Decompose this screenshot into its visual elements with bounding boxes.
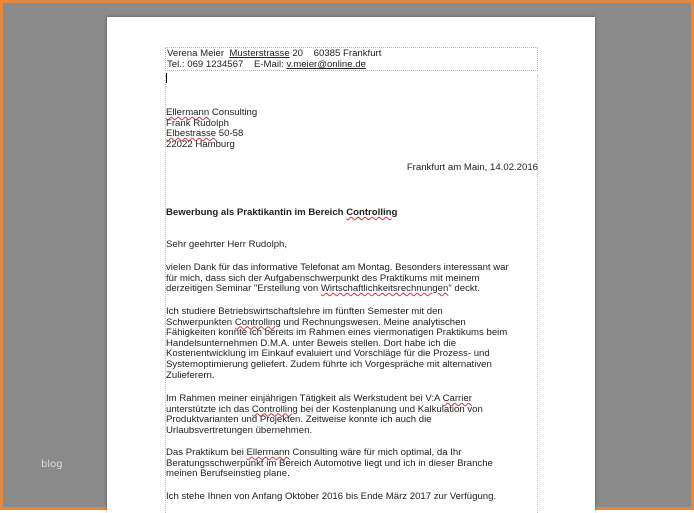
para3-line-2-c: bei der Kostenplanung und Kalkulation von [300,403,483,415]
para3-line-2-a: unterstützte ich das [166,403,250,415]
sender-email-link[interactable]: v.meier@online.de [286,59,366,70]
sender-street-number: 20 [292,48,303,59]
para2-line-2-a: Schwerpunkten [166,316,233,328]
para3-spellcheck-word-1: Carrier [442,393,472,404]
recipient-person: Frank Rudolph [166,117,229,129]
sender-line-2 [167,59,537,70]
para4-spellcheck-word: Ellermann [246,447,290,458]
para3-line-1-a: Im Rahmen meiner einjährigen Tätigkeit als Werkstudent bei V:A [166,393,440,404]
sender-tel: Tel.: 069 1234567 [167,59,244,70]
para4-line-1-c: Consulting wäre für mich optimal, da Ihr [292,447,462,458]
recipient-address [166,108,538,150]
text-cursor [166,73,167,83]
sender-line-1 [167,48,537,59]
watermark: blog [41,459,63,470]
para1-line-2: für mich, dass sich der Aufgabenschwerpunkt des Praktikums mit meinem [166,272,480,284]
para1-line-3 [166,284,538,295]
para2-line-3: Fähigkeiten konnte ich bereits im Rahmen eines viermonatigen Praktikums beim [166,327,508,339]
paragraph-3 [166,394,538,436]
sender-city: 60385 Frankfurt [313,48,382,59]
para1-line-3-c: " deckt. [448,283,480,295]
date-line: Frankfurt am Main, 14.02.2016 [406,162,538,173]
sender-name: Verena Meier [167,48,225,59]
sender-email-label: E-Mail: [253,59,284,70]
para1-line-1: vielen Dank für das informative Telefonat am Montag. Besonders interessant war [166,262,509,273]
para2-line-4: Handelsunternehmen D.M.A. unter Beweis stellen. Dort habe ich die [166,337,457,349]
para2-line-7: Zulieferern. [166,369,215,381]
subject-prefix: Bewerbung als Praktikantin im Bereich [166,207,344,218]
para2-line-1: Ich studiere Betriebswirtschaftslehre im fünften Semester mit den [166,306,443,317]
para2-line-6: Systemoptimierung geliefert. Zudem führte ich Vorgespräche mit alternativen [166,358,492,370]
subject-line [166,208,538,219]
para4-line-1 [166,448,538,459]
recipient-company-name: Ellermann [166,107,210,118]
document-page[interactable] [107,17,595,513]
para4-line-2: Beratungsschwerpunkt im Bereich Automotive liegt und ich in dieser Branche [166,457,493,469]
paragraph-4 [166,448,538,480]
recipient-company-suffix: Consulting [211,107,258,118]
subject-field: Controlling [346,207,398,218]
recipient-street-number: 50-58 [218,128,244,140]
para4-line-1-a: Das Praktikum bei [166,447,244,458]
salutation: Sehr geehrter Herr Rudolph, [166,239,288,250]
recipient-city: 22022 Hamburg [166,138,235,150]
para2-line-5: Kostenentwicklung im Einkauf evaluiert und Vorschläge für die Prozess- und [166,348,490,360]
para1-line-3-a: derzeitigen Seminar "Erstellung von [166,283,319,295]
para2-spellcheck-word: Controlling [234,316,281,328]
para3-line-3: Produktvarianten und Projekten. Zeitweise konnte ich auch die [166,414,432,426]
paragraph-2 [166,307,538,381]
para2-line-2-c: und Rechnungswesen. Meine analytischen [283,316,466,328]
paragraph-5: Ich stehe Ihnen von Anfang Oktober 2016 bis Ende März 2017 zur Verfügung. [166,491,497,502]
para4-line-3: meinen Berufseinstieg plane. [166,468,290,480]
para3-line-4: Urlaubsvertretungen übernehmen. [166,424,313,436]
para1-spellcheck-word: Wirtschaftlichkeitsrechnungen [320,283,449,295]
paragraph-1 [166,263,538,295]
recipient-street: Elbestrasse [166,128,217,140]
sender-header-box[interactable] [165,47,538,71]
para3-spellcheck-word-2: Controlling [251,403,298,415]
sender-street: Musterstrasse [229,48,290,59]
